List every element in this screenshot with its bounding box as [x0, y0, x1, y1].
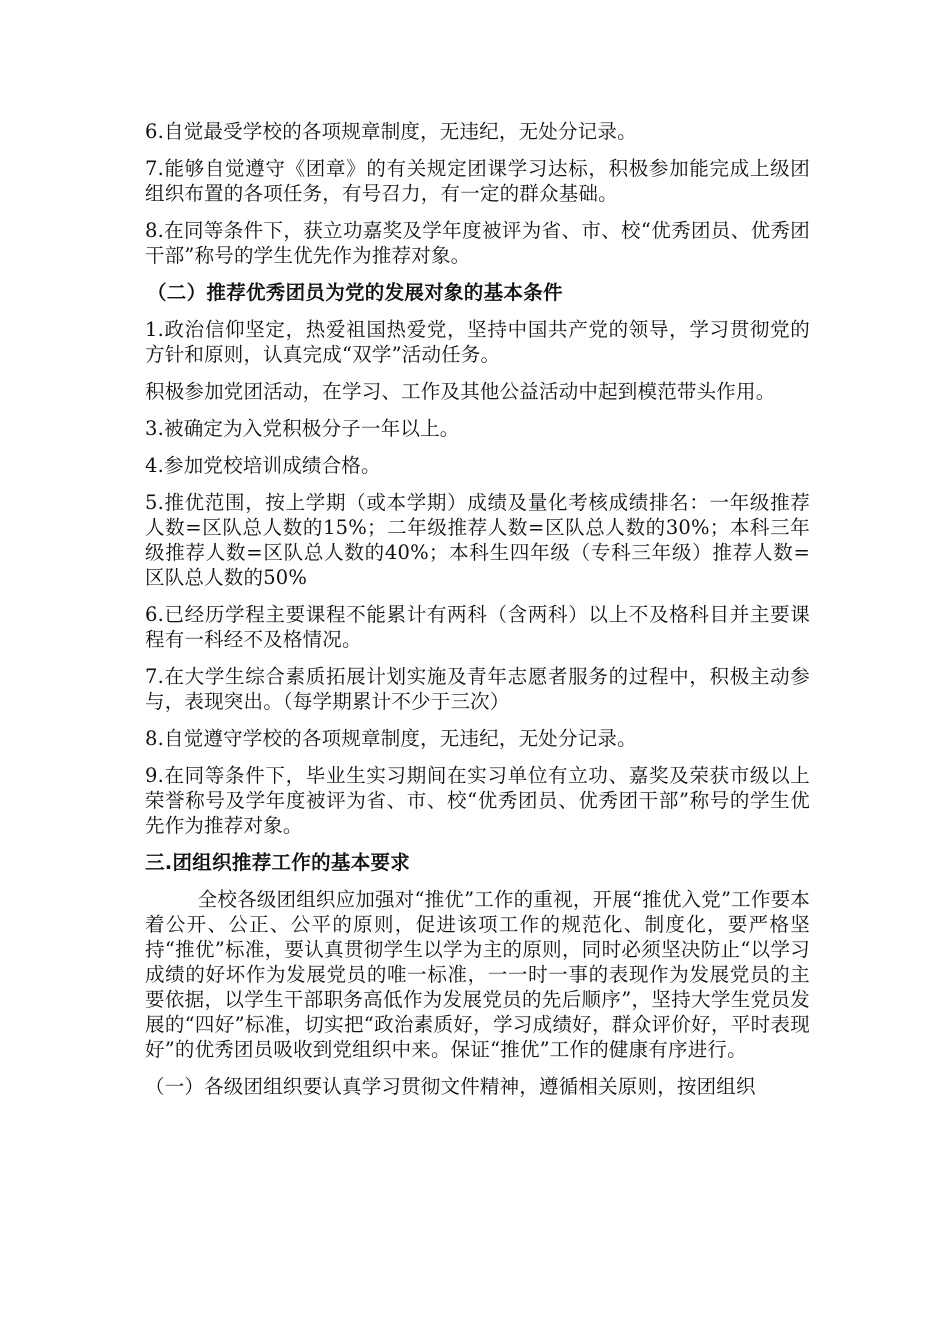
cond-7-volunteer: 7.在大学生综合素质拓展计划实施及青年志愿者服务的过程中，积极主动参与，表现突出。（每学期累计不少于三次）: [145, 665, 810, 713]
cond-6-courses: 6.已经历学程主要课程不能累计有两科（含两科）以上不及格科目并主要课程有一科经不及格情况。: [145, 603, 810, 651]
cond-4-party-school: 4.参加党校培训成绩合格。: [145, 454, 381, 477]
section-2-heading: （二）推荐优秀团员为党的发展对象的基本条件: [147, 281, 563, 304]
section-3-body: 全校各级团组织应加强对“推优”工作的重视，开展“推优入党”工作要本着公开、公正、公平的原则，促进该项工作的规范化、制度化，要严格坚持“推优”标准，要认真贯彻学生以学为主的原则，同时必须坚决防止“以学习成绩的好坏作为发展党员的唯一标准，一一时一事的表现作为发展党员的主要依据，以学生干部职务高低作为发展党员的先后顺序”，坚持大学生党员发展的“四好”标准，切实把“政治素质好，学习成绩好，群众评价好，平时表现好”的优秀团员吸收到党组织中来。保证“推优”工作的健康有序进行。: [145, 888, 810, 1061]
document-page: [145, 119, 810, 1111]
cond-1-political-belief: 1.政治信仰坚定，热爱祖国热爱党，坚持中国共产党的领导，学习贯彻党的方针和原则，认真完成“双学”活动任务。: [145, 318, 810, 366]
cond-2-activities: 积极参加党团活动，在学习、工作及其他公益活动中起到模范带头作用。: [145, 380, 776, 403]
item-7-league-charter: 7.能够自觉遵守《团章》的有关规定团课学习达标，积极参加能完成上级团组织布置的各项任务，有号召力，有一定的群众基础。: [145, 157, 810, 205]
cond-8-discipline: 8.自觉遵守学校的各项规章制度，无违纪，无处分记录。: [145, 727, 637, 750]
item-6-discipline: 6.自觉最受学校的各项规章制度，无违纪，无处分记录。: [145, 120, 637, 143]
cond-3-activist: 3.被确定为入党积极分子一年以上。: [145, 417, 460, 440]
item-8-awards: 8.在同等条件下，获立功嘉奖及学年度被评为省、市、校“优秀团员、优秀团干部”称号的学生优先作为推荐对象。: [145, 219, 810, 267]
requirement-1: （一）各级团组织要认真学习贯彻文件精神，遵循相关原则，按团组织: [145, 1075, 756, 1098]
section-3-heading: 三.团组织推荐工作的基本要求: [145, 851, 411, 874]
cond-5-ranking: 5.推优范围，按上学期（或本学期）成绩及量化考核成绩排名：一年级推荐人数=区队总人数的15%；二年级推荐人数=区队总人数的30%；本科三年级推荐人数=区队总人数的40%；本科生四年级（专科三年级）推荐人数=区队总人数的50%: [145, 491, 810, 589]
cond-9-internship: 9.在同等条件下，毕业生实习期间在实习单位有立功、嘉奖及荣获市级以上荣誉称号及学年度被评为省、市、校“优秀团员、优秀团干部”称号的学生优先作为推荐对象。: [145, 764, 810, 837]
